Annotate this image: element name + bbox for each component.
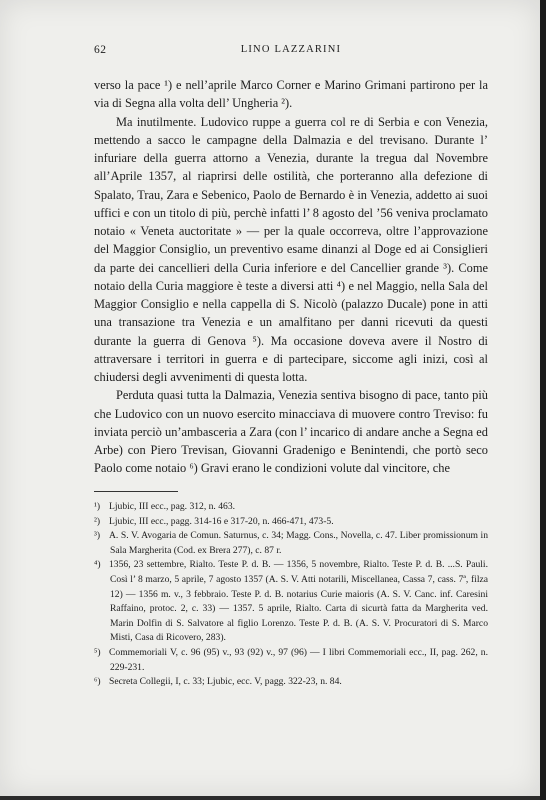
footnote-text: Ljubic, III ecc., pagg. 314-16 e 317-20, n. 466-471, 473-5. (109, 515, 334, 527)
body-text (94, 76, 488, 478)
footnote (94, 646, 488, 675)
footnote-number: ³) (94, 530, 101, 542)
paragraph: Perduta quasi tutta la Dalmazia, Venezia sentiva bisogno di pace, tanto più che Ludovico con un nuovo esercito minacciava di muovere contro Treviso: fu inviata perciò un’ambasceria a Zara (con l’ incarico di andare anche a Segna ed Arbe) con Piero Trevisan, Giovanni Gradenigo e Benintendi, che portò seco Paolo come notaio ⁶) Gravi erano le condizioni volute dal vincitore, che (94, 388, 488, 476)
running-head: LINO LAZZARINI (240, 44, 342, 55)
page-header (94, 44, 488, 60)
footnote-number: ²) (94, 515, 101, 527)
footnote-text: Commemoriali V, c. 96 (95) v., 93 (92) v., 97 (96) — I libri Commemoriali ecc., II, pag. 262, n. 229-231. (109, 646, 488, 673)
footnote (94, 675, 488, 690)
footnote (94, 558, 488, 646)
footnote (94, 529, 488, 558)
footnote-number: ¹) (94, 501, 101, 512)
footnote-text: 1356, 23 settembre, Rialto. Teste P. d. B. — 1356, 5 novembre, Rialto. Teste P. d. B. ...S. Pauli. Così l’ 8 marzo, 5 aprile, 7 agosto 1357 (A. S. V. Atti notarili, Miscellanea, Cassa 7, cass. 7ª, filza 12) — 1356 m. v., 3 febbraio. Teste P. d. B. notarius Curie maioris (A. S. V. Canc. inf. Caresini Raffaino, protoc. 2, c. 33) — 1357. 5 aprile, Rialto. Carta di sicurtà fatta da Margherita ved. Marin Dolfin di S. Salvatore al figlio Lorenzo. Teste P. d. B. (A. S. V. Procuratori di S. Marco Misti, Casa di Ricovero, 283). (109, 559, 488, 644)
footnote-number: ⁵) (94, 646, 101, 658)
footnote-divider (94, 491, 178, 492)
footnotes (94, 500, 488, 690)
footnote (94, 500, 488, 515)
paragraph: verso la pace ¹) e nell’aprile Marco Corner e Marino Grimani partirono per la via di Segna alla volta dell’ Ungheria ²). (94, 78, 488, 111)
page-edge-shadow (540, 0, 546, 800)
footnote-text: Ljubic, III ecc., pag. 312, n. 463. (109, 501, 236, 512)
page-number: 62 (94, 44, 107, 56)
footnote-number: ⁶) (94, 676, 101, 688)
footnote-text: Secreta Collegii, I, c. 33; Ljubic, ecc. V, pagg. 322-23, n. 84. (109, 676, 342, 688)
footnote (94, 515, 488, 530)
footnote-number: ⁴) (94, 559, 101, 571)
paragraph: Ma inutilmente. Ludovico ruppe a guerra col re di Serbia e con Venezia, mettendo a sacco le campagne della Dalmazia e del trevisano. Durante l’ infuriare della guerra attorno a Venezia, durante la tregua dal Novembre all’Aprile 1357, al riaprirsi delle ostilità, che porteranno alla defezione di Spalato, Trau, Zara e Sebenico, Paolo de Bernardo è in Venezia, addetto ai suoi uffici e con un titolo di più, perchè infatti l’ 8 agosto del ’56 veniva proclamato notaio « Veneta auctoritate » — per la quale occorreva, oltre l’approvazione del Maggior Consiglio, un preventivo esame dinanzi al Doge ed ai Consiglieri da parte dei cancellieri della Curia inferiore e del Cancellier grande ³). Come notaio della Curia maggiore è teste a diversi atti ⁴) e nel Maggio, nella Sala del Maggior Consiglio e nella cappella di S. Nicolò (palazzo Ducale) pone in atti una transazione tra Venezia e un amalfitano per danni ricevuti da questi durante la guerra di Genova ⁵). Ma occasione doveva avere il Nostro di attraversare i territori in guerra e di partecipare, siccome agli inizi, così al chiudersi degli avvenimenti di questa lotta. (94, 114, 488, 384)
footnote-text: A. S. V. Avogaria de Comun. Saturnus, c. 34; Magg. Cons., Novella, c. 47. Liber promissionum in Sala Margherita (Cod. ex Brera 277), c. 87 r. (109, 530, 488, 556)
